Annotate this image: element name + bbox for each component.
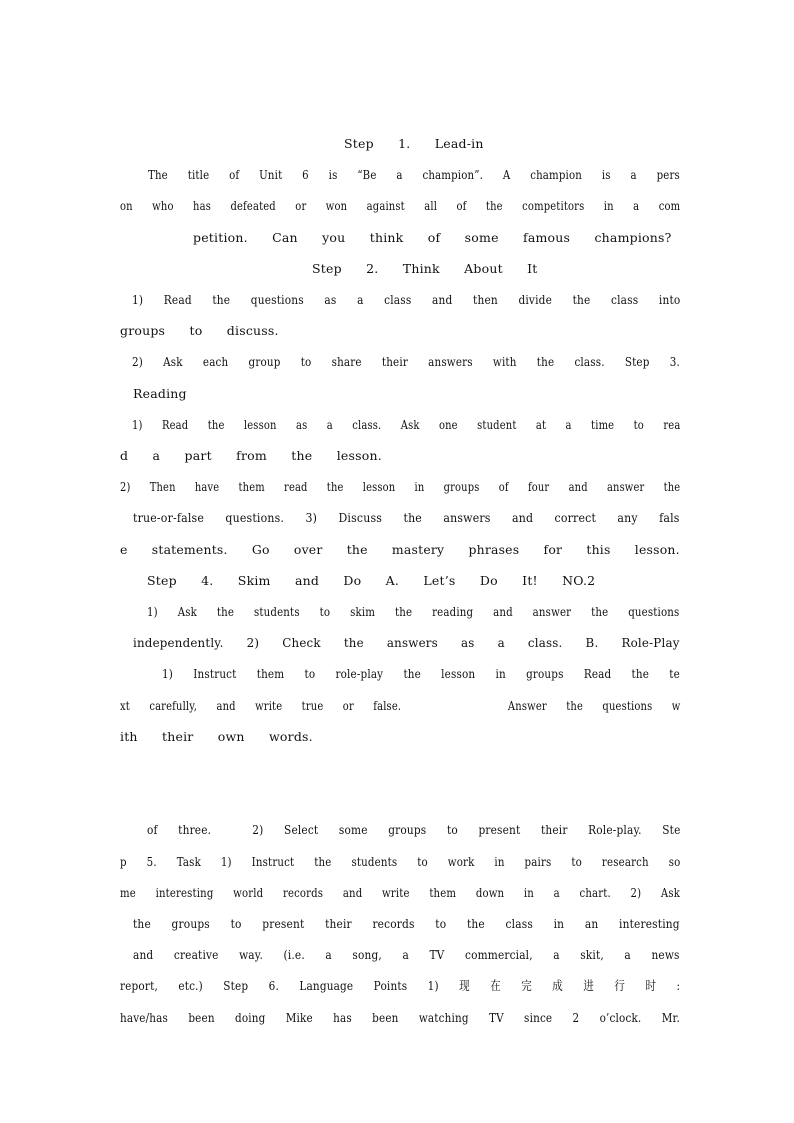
paragraph-line: and creative way. (i.e. a song, a TV commercial, a skit, a news <box>133 947 680 962</box>
paragraph-line: 1) Ask the students to skim the reading and answer the questions <box>147 604 680 619</box>
paragraph-line: 1) Read the questions as a class and then divide the class into <box>132 292 681 307</box>
paragraph-line: on who has defeated or won against all of the competitors in a com <box>120 198 681 213</box>
heading-step-2: Step 2. Think About It <box>312 261 538 276</box>
paragraph-line: 1) Read the lesson as a class. Ask one student at a time to rea <box>132 417 681 432</box>
paragraph-line: report, etc.) Step 6. Language Points 1) 现 在 完 成 进 行 时 : <box>120 978 681 993</box>
heading-step-1: Step 1. Lead-in <box>344 136 484 151</box>
heading-step-4: Step 4. Skim and Do A. Let’s Do It! NO.2 <box>147 573 596 588</box>
paragraph-line: 2) Then have them read the lesson in groups of four and answer the <box>120 479 681 494</box>
paragraph-line: ith their own words. <box>120 729 313 744</box>
paragraph-line: xt carefully, and write true or false. Answer the questions w <box>120 698 681 713</box>
paragraph-line: The title of Unit 6 is “Be a champion”. A champion is a pers <box>148 167 680 182</box>
paragraph-line: 1) Instruct them to role-play the lesson in groups Read the te <box>162 666 680 681</box>
paragraph-line: have/has been doing Mike has been watching TV since 2 o’clock. Mr. <box>120 1010 680 1025</box>
paragraph-line: true-or-false questions. 3) Discuss the answers and correct any fals <box>133 510 680 525</box>
paragraph-line: 2) Ask each group to share their answers with the class. Step 3. <box>132 354 680 369</box>
paragraph-line: petition. Can you think of some famous champions? <box>193 230 672 245</box>
paragraph-line: p 5. Task 1) Instruct the students to work in pairs to research so <box>120 854 681 869</box>
paragraph-line: e statements. Go over the mastery phrases for this lesson. <box>120 542 680 557</box>
paragraph-line: the groups to present their records to the class in an interesting <box>133 916 680 931</box>
paragraph-line: of three. 2) Select some groups to present their Role-play. Ste <box>147 822 681 837</box>
paragraph-line: independently. 2) Check the answers as a class. B. Role-Play <box>133 635 680 650</box>
paragraph-line: me interesting world records and write them down in a chart. 2) Ask <box>120 885 681 900</box>
paragraph-line: groups to discuss. <box>120 323 279 338</box>
paragraph-line: Reading <box>133 386 187 401</box>
paragraph-line: d a part from the lesson. <box>120 448 382 463</box>
